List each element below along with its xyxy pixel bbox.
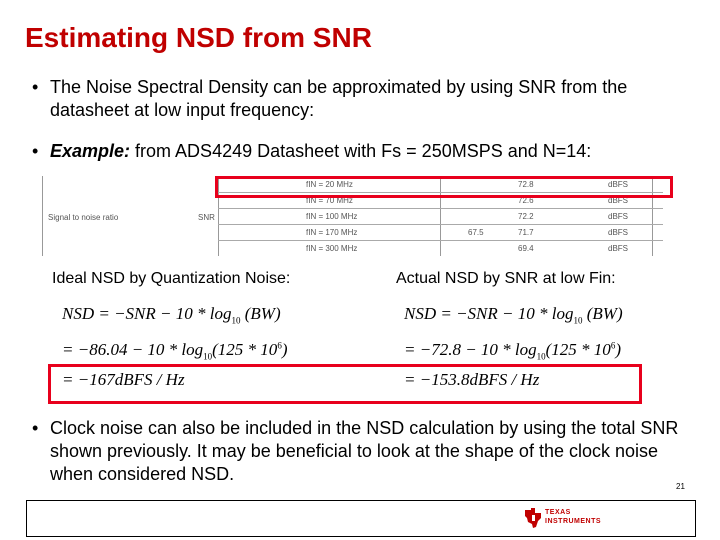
table-cell: fIN = 20 MHz xyxy=(306,180,353,189)
param-symbol: SNR xyxy=(198,213,215,222)
table-cell: 72.6 xyxy=(518,196,534,205)
actual-nsd-heading: Actual NSD by SNR at low Fin: xyxy=(396,270,616,287)
eq-sub: 10 xyxy=(536,351,546,362)
bullet-dot: • xyxy=(32,141,39,161)
page-number: 21 xyxy=(676,482,685,491)
eq-sup: 6 xyxy=(610,340,616,351)
eq-text: = −86.04 − 10 * log xyxy=(62,340,204,359)
eq-sup: 6 xyxy=(277,340,282,351)
table-border xyxy=(42,176,43,256)
ideal-nsd-heading: Ideal NSD by Quantization Noise: xyxy=(52,270,291,287)
table-cell: dBFS xyxy=(608,180,629,189)
eq-sub: 10 xyxy=(231,315,241,326)
table-cell: fIN = 70 MHz xyxy=(306,196,353,205)
ti-state-icon xyxy=(523,507,543,529)
bullet-dot: • xyxy=(32,77,39,97)
bullet-text xyxy=(50,140,702,163)
eq-text: (125 * 10 xyxy=(212,340,278,359)
eq-sub: 10 xyxy=(203,351,213,362)
bullet-text: Clock noise can also be included in the NSD calculation by using the total SNR shown previously. It may be beneficial to look at the shape of the clock noise when considered NSD. xyxy=(50,418,679,484)
eq-text: ) xyxy=(281,340,288,359)
eq-sub: 10 xyxy=(573,315,583,326)
example-label: Example: xyxy=(50,141,131,161)
bullet-clock-noise xyxy=(32,417,702,486)
logo-line: TEXAS xyxy=(545,509,571,516)
bullet-text: The Noise Spectral Density can be approximated by using SNR from the datasheet at low input frequency: xyxy=(50,77,628,120)
slide-title: Estimating NSD from SNR xyxy=(25,22,372,53)
param-name: Signal to noise ratio xyxy=(48,213,119,222)
eq-text: (125 * 10 xyxy=(545,340,611,359)
actual-nsd-eq2 xyxy=(404,340,621,361)
row-divider xyxy=(218,208,663,209)
ideal-nsd-eq1 xyxy=(62,304,281,325)
table-cell: dBFS xyxy=(608,244,629,253)
eq-text: (BW) xyxy=(240,304,281,323)
table-cell: 69.4 xyxy=(518,244,534,253)
highlight-box-results xyxy=(48,364,642,404)
ti-logo xyxy=(523,507,623,529)
bullet-example xyxy=(32,140,702,163)
eq-text: NSD = −SNR − 10 * log xyxy=(404,304,574,323)
table-cell: 72.2 xyxy=(518,212,534,221)
table-cell: dBFS xyxy=(608,228,629,237)
table-cell: fIN = 100 MHz xyxy=(306,212,358,221)
table-cell: fIN = 300 MHz xyxy=(306,244,358,253)
table-cell: dBFS xyxy=(608,196,629,205)
datasheet-snr-table xyxy=(40,176,685,258)
table-cell: fIN = 170 MHz xyxy=(306,228,358,237)
row-divider xyxy=(218,240,663,241)
ti-logo-text xyxy=(545,508,601,526)
bullet-nsd-approximation xyxy=(32,76,682,122)
row-divider xyxy=(218,224,663,225)
actual-nsd-eq1 xyxy=(404,304,623,325)
example-text: from ADS4249 Datasheet with Fs = 250MSPS and N=14: xyxy=(130,141,592,161)
eq-text: = −72.8 − 10 * log xyxy=(404,340,537,359)
eq-text: (BW) xyxy=(582,304,623,323)
table-cell: 67.5 xyxy=(468,228,484,237)
eq-text: ) xyxy=(615,340,621,359)
logo-line: INSTRUMENTS xyxy=(545,518,602,525)
eq-text: NSD = −SNR − 10 * log xyxy=(62,304,232,323)
ideal-nsd-eq2 xyxy=(62,340,287,361)
highlight-box-20mhz xyxy=(215,176,673,198)
table-cell: 72.8 xyxy=(518,180,534,189)
ideal-nsd-result: = −167dBFS / Hz xyxy=(62,370,185,389)
table-cell: dBFS xyxy=(608,212,629,221)
bullet-dot: • xyxy=(32,418,39,438)
actual-nsd-result: = −153.8dBFS / Hz xyxy=(404,370,540,389)
table-cell: 71.7 xyxy=(518,228,534,237)
